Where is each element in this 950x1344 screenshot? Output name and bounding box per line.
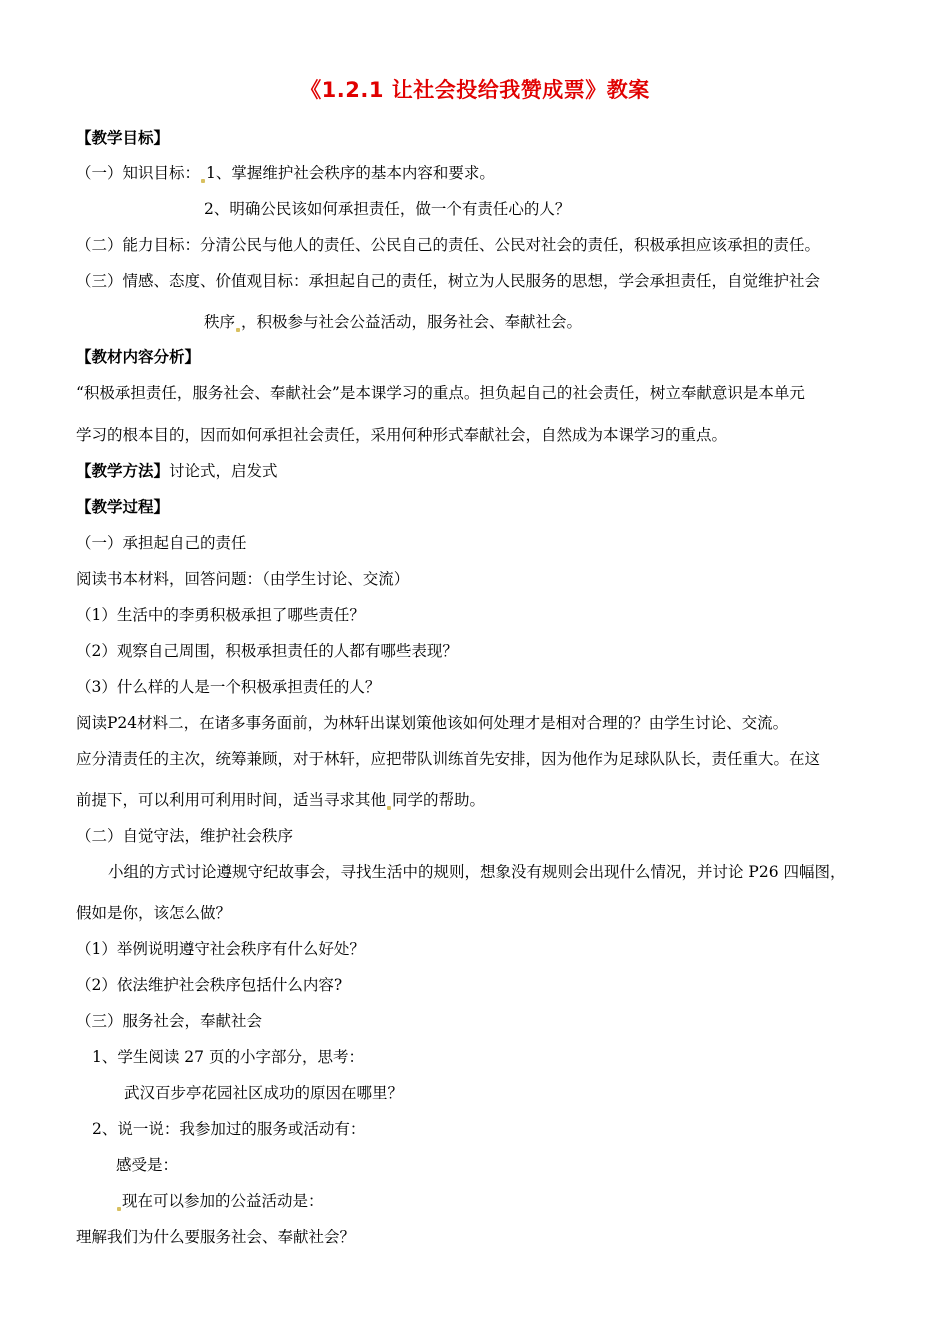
method-line xyxy=(76,461,278,481)
part1-question-2: （2）观察自己周围，积极承担责任的人都有哪些表现？ xyxy=(76,642,458,660)
part1-intro: 阅读书本材料，回答问题：（由学生讨论、交流） xyxy=(76,570,410,588)
part2-question-1: （1）举例说明遵守社会秩序有什么好处？ xyxy=(76,940,365,958)
closing-question: 理解我们为什么要服务社会、奉献社会？ xyxy=(76,1228,356,1246)
part3-now-line xyxy=(116,1191,324,1211)
goal3-line2a: 秩序 xyxy=(204,313,236,331)
part2-question-2: （2）依法维护社会秩序包括什么内容? xyxy=(76,976,343,994)
method-text: 讨论式，启发式 xyxy=(169,462,278,480)
annotation-mark xyxy=(387,806,391,810)
goal3-line2 xyxy=(204,312,582,332)
part3-now: 现在可以参加的公益活动是： xyxy=(122,1192,324,1210)
part3-feeling: 感受是： xyxy=(116,1156,179,1174)
process-heading: 【教学过程】 xyxy=(76,497,170,516)
goal3-line1: （三）情感、态度、价值观目标：承担起自己的责任，树立为人民服务的思想，学会承担责任，自觉维护社会 xyxy=(76,272,821,290)
part1-read2: 阅读P24材料二，在诸多事务面前，为林轩出谋划策他该如何处理才是相对合理的？由学生讨论、交流。 xyxy=(76,714,789,732)
goal3-line2b: ，积极参与社会公益活动，服务社会、奉献社会。 xyxy=(241,313,583,331)
goals-heading: 【教学目标】 xyxy=(76,128,170,147)
part3-item-1: 1、学生阅读 27 页的小字部分，思考： xyxy=(92,1048,364,1066)
goal1-item2: 2、明确公民该如何承担责任，做一个有责任心的人？ xyxy=(204,200,571,218)
part1-answer-line2a: 前提下，可以利用可利用时间，适当寻求其他 xyxy=(76,791,387,809)
part3-item-2: 2、说一说：我参加过的服务或活动有： xyxy=(92,1120,366,1138)
part1-question-1: （1）生活中的李勇积极承担了哪些责任？ xyxy=(76,606,365,624)
goal2-line: （二）能力目标：分清公民与他人的责任、公民自己的责任、公民对社会的责任，积极承担应该承担的责任。 xyxy=(76,236,821,254)
method-heading: 【教学方法】 xyxy=(76,461,170,480)
part1-heading: （一）承担起自己的责任 xyxy=(76,534,247,552)
part2-heading: （二）自觉守法，维护社会秩序 xyxy=(76,827,294,845)
part1-question-3: （3）什么样的人是一个积极承担责任的人？ xyxy=(76,678,381,696)
analysis-heading: 【教材内容分析】 xyxy=(76,347,201,366)
goal1-item1: 1、掌握维护社会秩序的基本内容和要求。 xyxy=(206,164,495,182)
part1-answer-line2 xyxy=(76,790,485,810)
part3-heading: （三）服务社会，奉献社会 xyxy=(76,1012,263,1030)
annotation-mark xyxy=(201,179,205,183)
analysis-line1: “积极承担责任，服务社会、奉献社会”是本课学习的重点。担负起自己的社会责任，树立奉献意识是本单元 xyxy=(76,384,805,402)
goal1-line xyxy=(76,163,495,183)
analysis-line2: 学习的根本目的，因而如何承担社会责任，采用何种形式奉献社会，自然成为本课学习的重点。 xyxy=(76,426,728,444)
goal1-prefix: （一）知识目标： xyxy=(76,164,201,182)
part1-answer-line2b: 同学的帮助。 xyxy=(392,791,486,809)
part1-answer-line1: 应分清责任的主次，统筹兼顾，对于林轩，应把带队训练首先安排，因为他作为足球队队长，责任重大。在这 xyxy=(76,750,821,768)
annotation-mark xyxy=(117,1207,121,1211)
part2-text-line1: 小组的方式讨论遵规守纪故事会，寻找生活中的规则，想象没有规则会出现什么情况，并讨论 P26 四幅图， xyxy=(108,863,846,881)
annotation-mark xyxy=(236,328,240,332)
page-title: 《1.2.1 让社会投给我赞成票》教案 xyxy=(300,78,650,102)
part3-item-1-sub: 武汉百步亭花园社区成功的原因在哪里？ xyxy=(124,1084,404,1102)
part2-text-line2: 假如是你，该怎么做？ xyxy=(76,904,232,922)
